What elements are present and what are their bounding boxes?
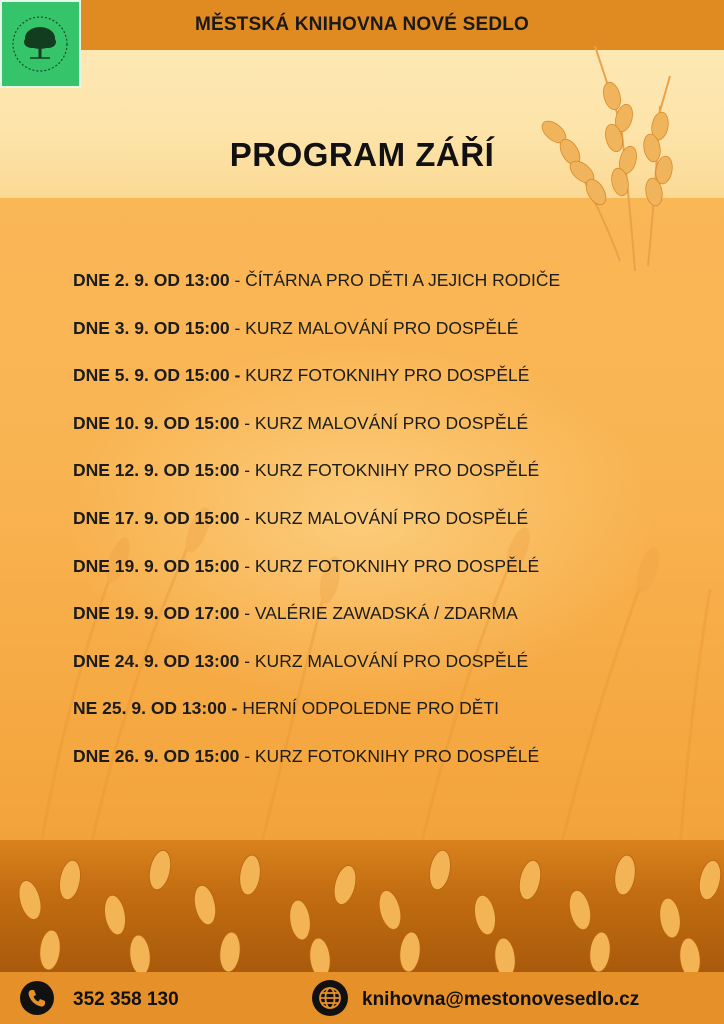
event-list [73, 270, 693, 794]
library-tree-logo-icon [0, 0, 81, 88]
event-description: HERNÍ ODPOLEDNE PRO DĚTI [237, 698, 499, 719]
event-description: - ČÍTÁRNA PRO DĚTI A JEJICH RODIČE [229, 270, 561, 290]
event-date: DNE 2. 9. OD 13:00 [73, 270, 230, 290]
list-item [73, 270, 693, 318]
event-date: DNE 19. 9. OD 15:00 [73, 555, 240, 576]
list-item [73, 460, 693, 508]
list-item [73, 508, 693, 556]
list-item [73, 651, 693, 699]
event-description: - KURZ FOTOKNIHY PRO DOSPĚLÉ [239, 555, 540, 576]
event-description: KURZ FOTOKNIHY PRO DOSPĚLÉ [240, 365, 530, 386]
library-name: MĚSTSKÁ KNIHOVNA NOVÉ SEDLO [194, 14, 530, 35]
event-description: - KURZ MALOVÁNÍ PRO DOSPĚLÉ [239, 650, 529, 671]
list-item [73, 413, 693, 461]
phone-number[interactable]: 352 358 130 [73, 989, 179, 1010]
list-item [73, 603, 693, 651]
event-description: - KURZ MALOVÁNÍ PRO DOSPĚLÉ [239, 412, 529, 433]
event-date: NE 25. 9. OD 13:00 - [73, 698, 238, 719]
event-date: DNE 19. 9. OD 17:00 [73, 603, 240, 624]
event-description: - KURZ MALOVÁNÍ PRO DOSPĚLÉ [229, 317, 519, 338]
list-item [73, 318, 693, 366]
list-item [73, 365, 693, 413]
event-description: - KURZ MALOVÁNÍ PRO DOSPĚLÉ [239, 507, 529, 528]
event-date: DNE 3. 9. OD 15:00 [73, 317, 230, 338]
list-item [73, 698, 693, 746]
event-date: DNE 5. 9. OD 15:00 - [73, 365, 241, 386]
event-description: - KURZ FOTOKNIHY PRO DOSPĚLÉ [239, 460, 540, 481]
wheat-field-image [0, 840, 724, 972]
phone-icon [20, 981, 54, 1015]
list-item [73, 746, 693, 794]
event-description: - KURZ FOTOKNIHY PRO DOSPĚLÉ [239, 745, 540, 766]
email-address[interactable]: knihovna@mestonovesedlo.cz [362, 989, 640, 1010]
event-date: DNE 10. 9. OD 15:00 [73, 412, 240, 433]
footer-bar [0, 972, 724, 1024]
page-title: PROGRAM ZÁŘÍ [229, 136, 495, 173]
event-date: DNE 12. 9. OD 15:00 [73, 460, 240, 481]
list-item [73, 556, 693, 604]
event-date: DNE 17. 9. OD 15:00 [73, 507, 240, 528]
event-description: - VALÉRIE ZAWADSKÁ / ZDARMA [239, 603, 518, 624]
event-date: DNE 24. 9. OD 13:00 [73, 650, 240, 671]
event-date: DNE 26. 9. OD 15:00 [73, 745, 240, 766]
globe-icon [312, 980, 348, 1016]
